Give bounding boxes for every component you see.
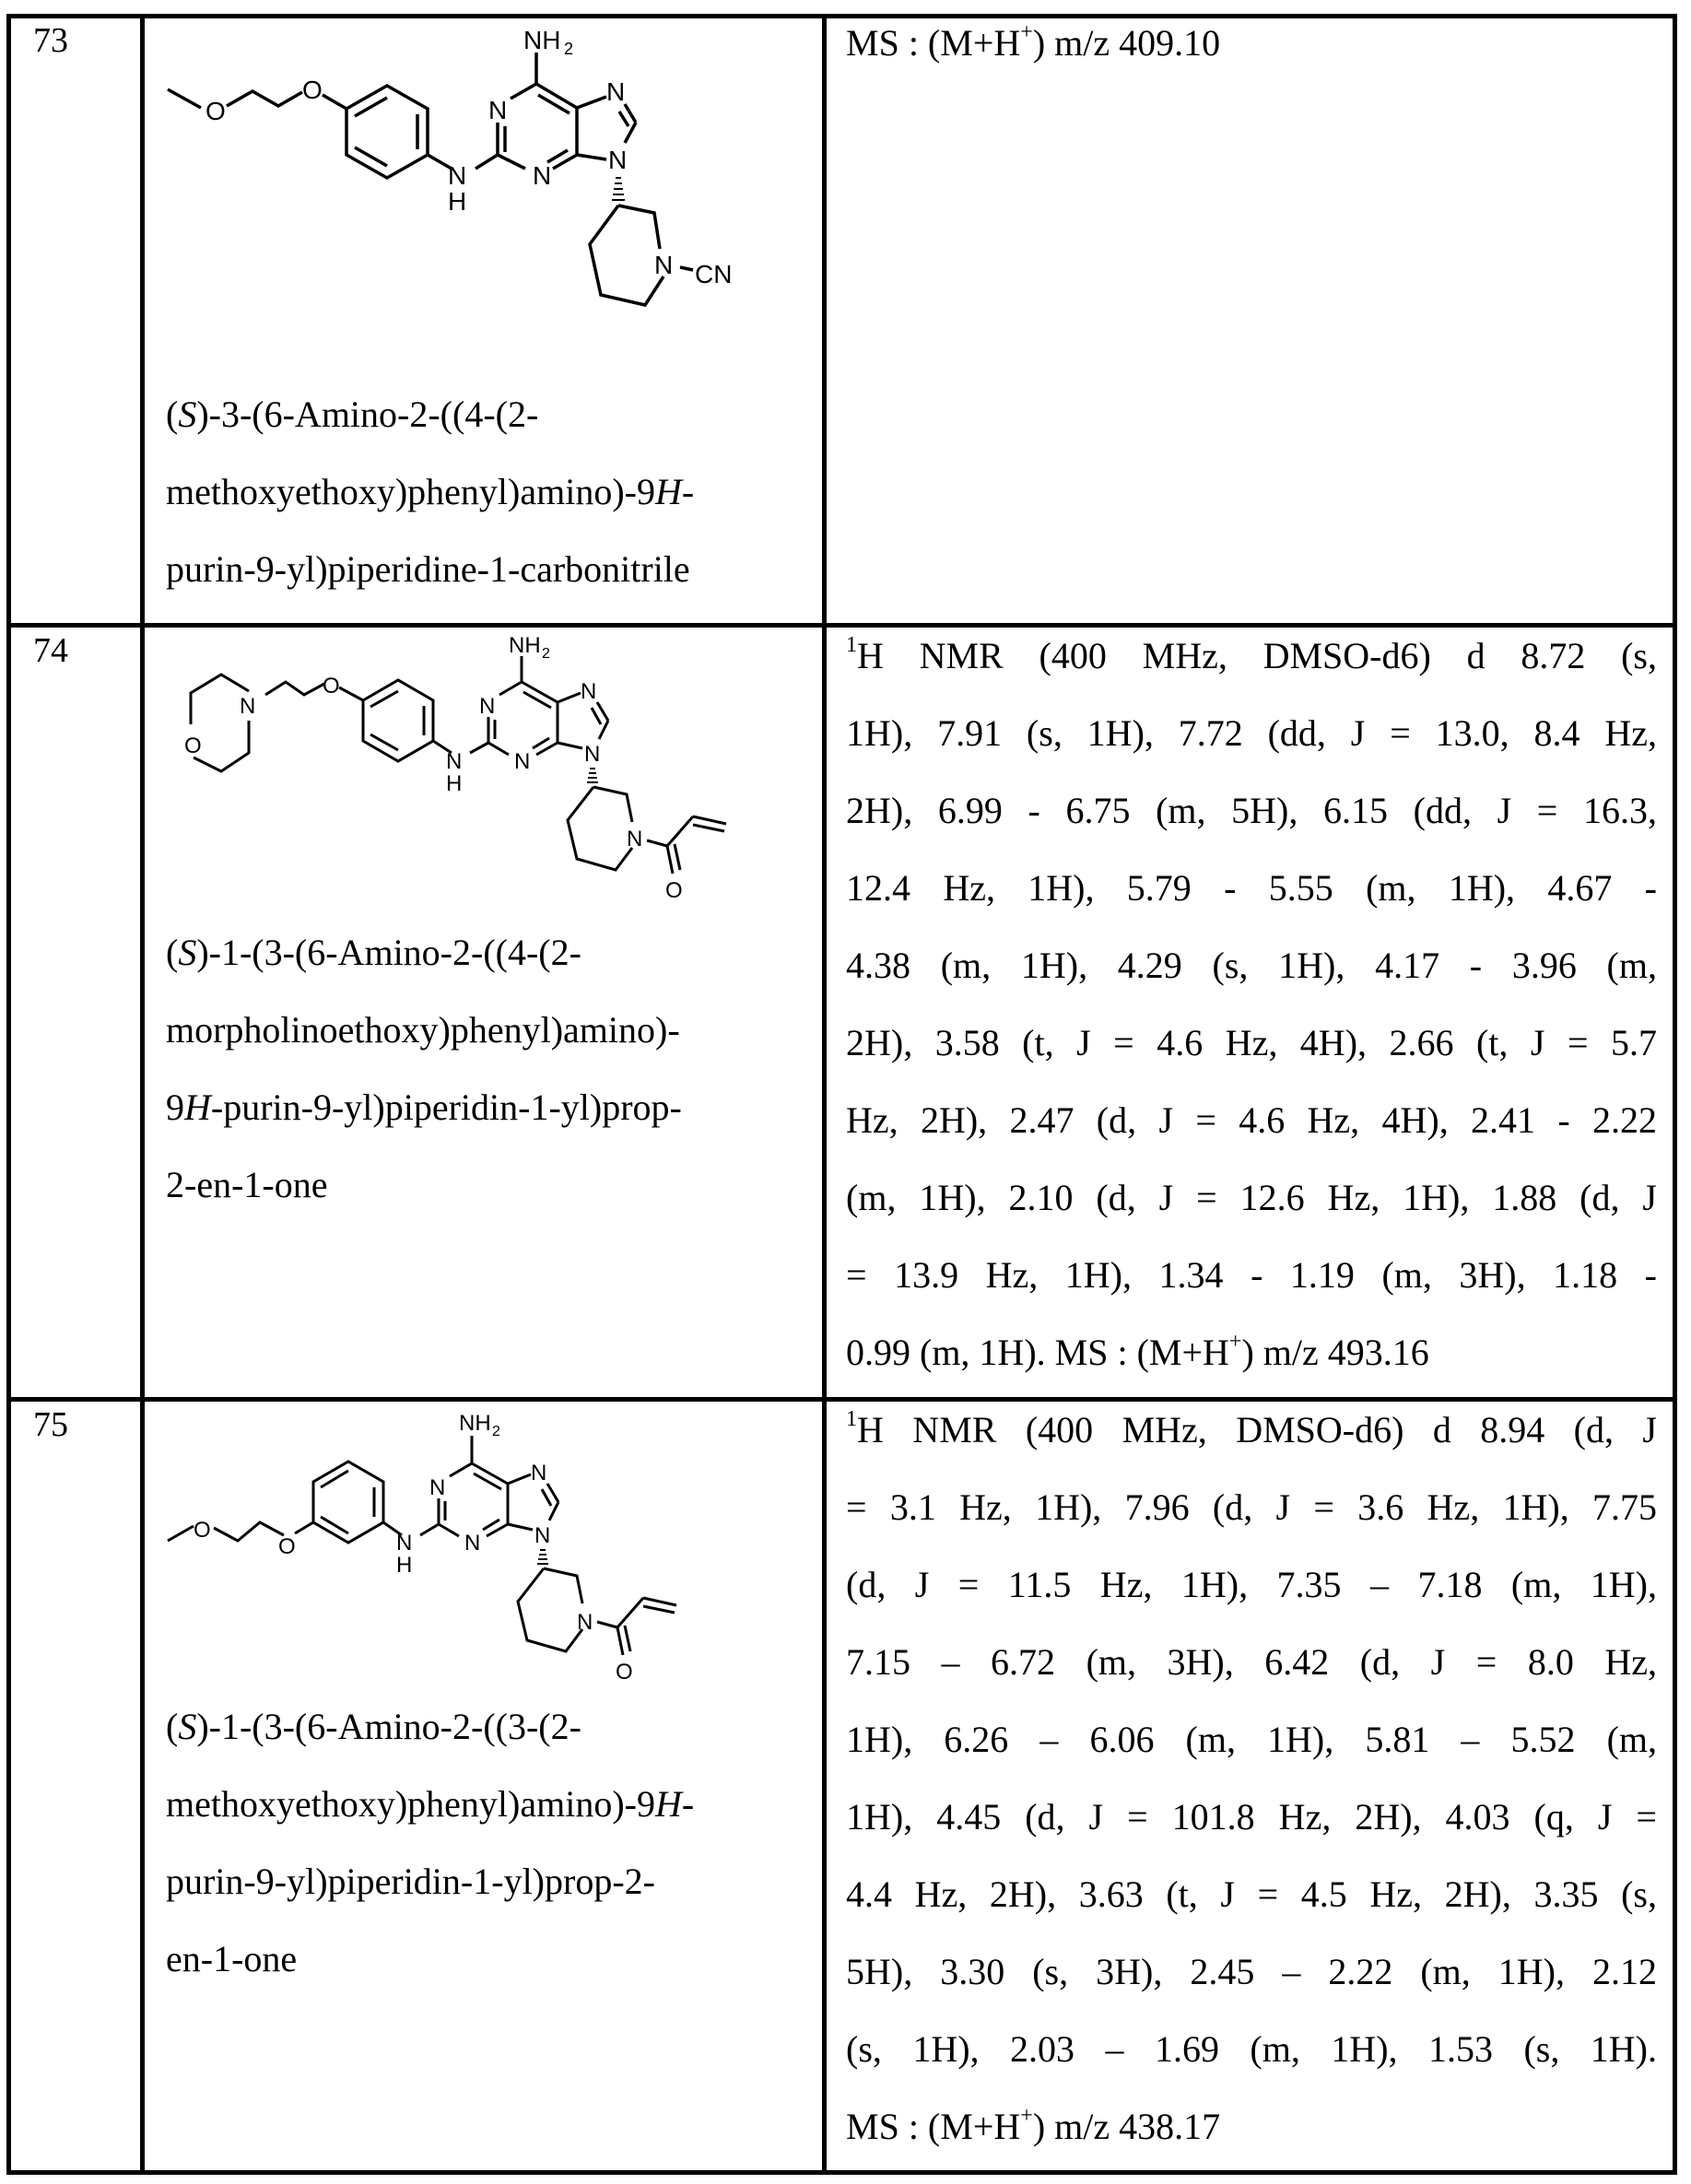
svg-text:N: N xyxy=(608,146,628,174)
svg-text:N: N xyxy=(584,742,601,767)
svg-text:2: 2 xyxy=(542,646,550,662)
svg-text:N: N xyxy=(581,679,597,704)
svg-text:NH: NH xyxy=(523,26,561,54)
analytical-data: $^1$H NMR (400 MHz, DMSO-d6) d 8.72 (s, 1H), 7.91 (s, 1H), 7.72 (dd, J = 13.0, 8.4 Hz, 2H), 6.99 - 6.75 (m, 5H), 6.15 (dd, J = 16.3, 12.4 Hz, 1H), 5.79 - 5.55 (m, 1H), 4.67 - 4.38 (m, 1H), 4.29 (s, 1H), 4.17 - 3.96 (m, 2H), 3.58 (t, J = 4.6 Hz, 4H), 2.66 (t, J = 5.7 Hz, 2H), 2.47 (d, J = 4.6 Hz, 4H), 2.41 - 2.22 (m, 1H), 2.10 (d, J = 12.6 Hz, 1H), 1.88 (d, J = 13.9 Hz, 1H), 1.34 - 1.19 (m, 3H), 1.18 - 0.99 (m, 1H). MS : (M+H+) m/z 493.16 xyxy=(846,632,1657,1373)
compound-number: 74 xyxy=(33,631,68,670)
compound-name: (S)-3-(6-Amino-2-((4-(2- methoxyethoxy)phenyl)amino)-9H- purin-9-yl)piperidine-1-carbonitrile xyxy=(166,393,695,590)
svg-text:N: N xyxy=(488,96,508,124)
chemical-structure-compound-75-icon xyxy=(166,1403,829,1693)
svg-text:N: N xyxy=(514,749,531,774)
svg-text:N: N xyxy=(531,1461,547,1485)
compound-name: (S)-1-(3-(6-Amino-2-((4-(2- morpholinoethoxy)phenyl)amino)- 9H-purin-9-yl)piperidin-1-yl)prop- 2-en-1-one xyxy=(166,932,682,1205)
analytical-data: $^1$H NMR (400 MHz, DMSO-d6) d 8.94 (d, J = 3.1 Hz, 1H), 7.96 (d, J = 3.6 Hz, 1H), 7.75 (d, J = 11.5 Hz, 1H), 7.35 – 7.18 (m, 1H), 7.15 – 6.72 (m, 3H), 6.42 (d, J = 8.0 Hz, 1H), 6.26 – 6.06 (m, 1H), 5.81 – 5.52 (m, 1H), 4.45 (d, J = 101.8 Hz, 2H), 4.03 (q, J = 4.4 Hz, 2H), 3.63 (t, J = 4.5 Hz, 2H), 3.35 (s, 5H), 3.30 (s, 3H), 2.45 – 2.22 (m, 1H), 2.12 (s, 1H), 2.03 – 1.69 (m, 1H), 1.53 (s, 1H). MS : (M+H+) m/z 438.17 xyxy=(846,1406,1657,2147)
svg-text:N: N xyxy=(448,161,467,190)
svg-text:N: N xyxy=(654,251,674,279)
svg-text:CN: CN xyxy=(695,260,733,288)
compound-number: 73 xyxy=(33,21,68,60)
svg-text:N: N xyxy=(606,77,626,106)
svg-text:O: O xyxy=(616,1660,633,1685)
svg-text:O: O xyxy=(278,1534,296,1559)
svg-text:N: N xyxy=(534,1523,551,1548)
chemical-structure-compound-74-icon xyxy=(166,628,829,919)
svg-text:2: 2 xyxy=(492,1424,500,1439)
svg-text:H: H xyxy=(446,771,463,796)
svg-text:N: N xyxy=(479,694,496,719)
svg-text:N: N xyxy=(627,827,643,851)
svg-text:N: N xyxy=(396,1531,413,1556)
svg-text:N: N xyxy=(464,1531,481,1556)
svg-text:N: N xyxy=(577,1610,593,1635)
svg-text:N: N xyxy=(240,694,256,719)
svg-text:2: 2 xyxy=(564,40,574,58)
chemical-structure-compound-73-icon xyxy=(166,23,829,341)
svg-text:O: O xyxy=(302,76,323,104)
compound-name: (S)-1-(3-(6-Amino-2-((3-(2- methoxyethoxy)phenyl)amino)-9H- purin-9-yl)piperidin-1-yl)prop-2- en-1-one xyxy=(166,1706,695,1979)
svg-text:H: H xyxy=(448,187,467,216)
svg-text:O: O xyxy=(194,1518,211,1543)
svg-text:O: O xyxy=(206,97,226,125)
svg-text:O: O xyxy=(184,734,202,758)
svg-text:N: N xyxy=(533,161,552,190)
svg-text:H: H xyxy=(396,1553,413,1578)
analytical-data: MS : (M+H+) m/z 409.10 xyxy=(846,19,1221,64)
svg-text:N: N xyxy=(446,749,463,774)
compound-number: 75 xyxy=(33,1405,68,1444)
svg-text:O: O xyxy=(323,674,340,699)
svg-text:N: N xyxy=(429,1475,446,1500)
column-divider xyxy=(140,14,145,2175)
svg-text:NH: NH xyxy=(459,1411,491,1436)
svg-text:O: O xyxy=(665,878,683,903)
svg-text:NH: NH xyxy=(509,633,541,658)
